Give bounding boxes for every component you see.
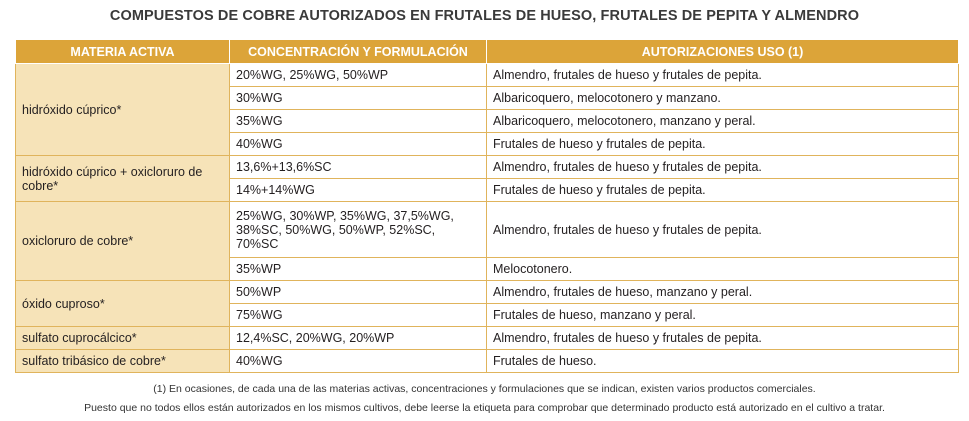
table-row: [16, 64, 959, 87]
concentracion-cell: 13,6%+13,6%SC: [230, 156, 487, 179]
header-row: [16, 40, 959, 64]
materia-cell: hidróxido cúprico + oxicloruro de cobre*: [16, 156, 230, 202]
concentracion-cell: 40%WG: [230, 350, 487, 373]
autorizacion-cell: Almendro, frutales de hueso y frutales de pepita.: [487, 156, 959, 179]
concentracion-cell: 75%WG: [230, 304, 487, 327]
concentracion-cell: 50%WP: [230, 281, 487, 304]
table-row: [16, 350, 959, 373]
materia-cell: hidróxido cúprico*: [16, 64, 230, 156]
concentracion-cell: 25%WG, 30%WP, 35%WG, 37,5%WG, 38%SC, 50%WG, 50%WP, 52%SC, 70%SC: [230, 202, 487, 258]
header-autorizaciones: AUTORIZACIONES USO (1): [487, 40, 959, 64]
table-row: [16, 156, 959, 179]
footnote-line-1: (1) En ocasiones, de cada una de las materias activas, concentraciones y formulaciones que se indican, existen varios productos comerciales.: [153, 383, 816, 395]
header-concentracion: CONCENTRACIÓN Y FORMULACIÓN: [230, 40, 487, 64]
table-row: [16, 327, 959, 350]
autorizacion-cell: Frutales de hueso.: [487, 350, 959, 373]
materia-cell: sulfato tribásico de cobre*: [16, 350, 230, 373]
materia-cell: oxicloruro de cobre*: [16, 202, 230, 281]
footnote-line-2: Puesto que no todos ellos están autorizados en los mismos cultivos, debe leerse la etiqueta para comprobar que determinado producto está autorizado en el cultivo a tratar.: [84, 402, 885, 414]
materia-cell: sulfato cuprocálcico*: [16, 327, 230, 350]
concentracion-cell: 35%WP: [230, 258, 487, 281]
autorizacion-cell: Frutales de hueso y frutales de pepita.: [487, 133, 959, 156]
copper-compounds-table: [15, 39, 959, 373]
concentracion-cell: 12,4%SC, 20%WG, 20%WP: [230, 327, 487, 350]
autorizacion-cell: Almendro, frutales de hueso y frutales de pepita.: [487, 327, 959, 350]
concentracion-cell: 40%WG: [230, 133, 487, 156]
autorizacion-cell: Frutales de hueso y frutales de pepita.: [487, 179, 959, 202]
table-row: [16, 202, 959, 258]
autorizacion-cell: Frutales de hueso, manzano y peral.: [487, 304, 959, 327]
autorizacion-cell: Almendro, frutales de hueso y frutales de pepita.: [487, 64, 959, 87]
autorizacion-cell: Almendro, frutales de hueso, manzano y peral.: [487, 281, 959, 304]
autorizacion-cell: Almendro, frutales de hueso y frutales de pepita.: [487, 202, 959, 258]
materia-cell: óxido cuproso*: [16, 281, 230, 327]
autorizacion-cell: Albaricoquero, melocotonero y manzano.: [487, 87, 959, 110]
header-materia-activa: MATERIA ACTIVA: [16, 40, 230, 64]
table-title: COMPUESTOS DE COBRE AUTORIZADOS EN FRUTALES DE HUESO, FRUTALES DE PEPITA Y ALMENDRO: [109, 8, 860, 24]
autorizacion-cell: Melocotonero.: [487, 258, 959, 281]
autorizacion-cell: Albaricoquero, melocotonero, manzano y peral.: [487, 110, 959, 133]
concentracion-cell: 35%WG: [230, 110, 487, 133]
concentracion-cell: 20%WG, 25%WG, 50%WP: [230, 64, 487, 87]
concentracion-cell: 30%WG: [230, 87, 487, 110]
table-row: [16, 281, 959, 304]
concentracion-cell: 14%+14%WG: [230, 179, 487, 202]
